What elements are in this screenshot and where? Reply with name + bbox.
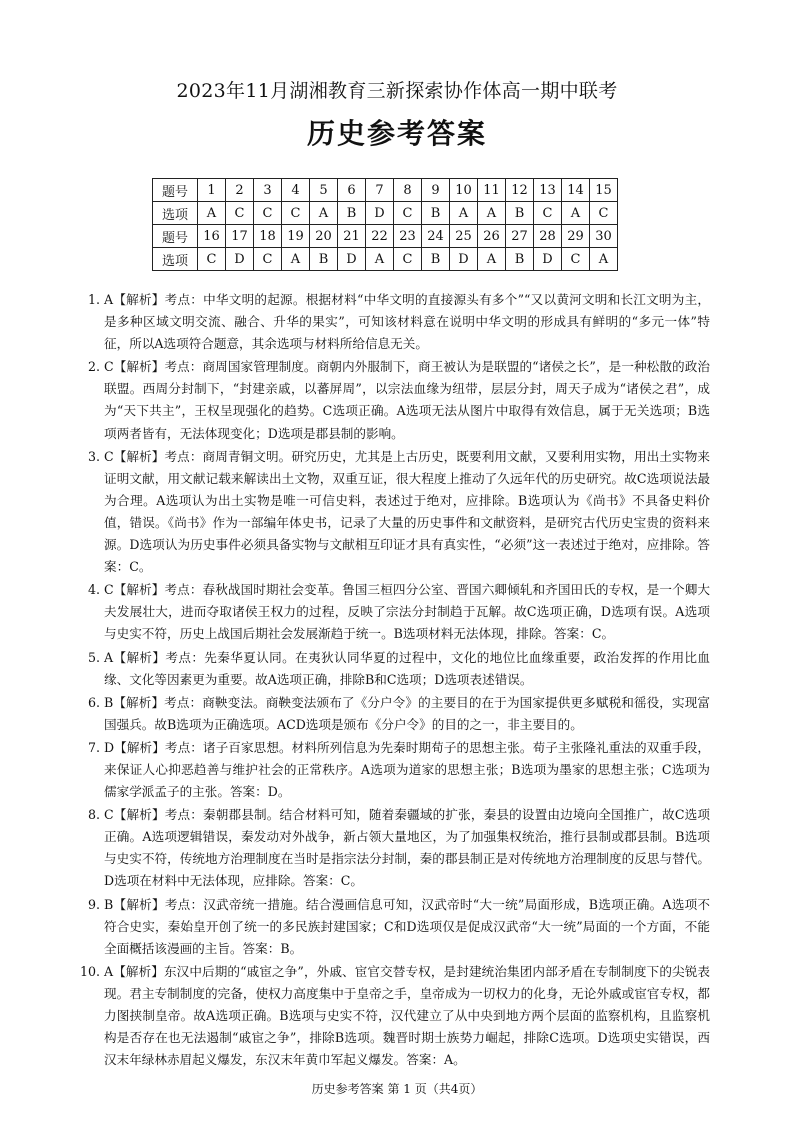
answer-table-cell: A <box>478 248 506 271</box>
answer-table-cell: 19 <box>282 225 310 248</box>
answer-table-cell: D <box>366 202 394 225</box>
answer-table-cell: 16 <box>198 225 226 248</box>
answer-table-cell: B <box>422 248 450 271</box>
explanation-number: 3. <box>87 448 100 464</box>
explanation-text: A【解析】东汉中后期的“戚宦之争”，外戚、宦官交替专权，是封建统治集团内部矛盾在专制制度下的尖锐表现。君主专制制度的完备，使权力高度集中于皇帝之手，皇帝成为一切权力的化身，无论外戚或宦官专权，都力图挟制皇帝。故A选项正确。B选项与史实不符，汉代建立了从中央到地方两个层面的监察机构，且监察机构是否存在也无法遏制“戚宦之争”，排除B选项。魏晋时期士族势力崛起，排除C选项。D选项史实错误，西汉末年绿林赤眉起义爆发，东汉末年黄巾军起义爆发。答案：A。 <box>104 963 710 1068</box>
answer-table-row <box>153 248 618 271</box>
answer-table-cell: C <box>562 248 590 271</box>
answer-table-cell: 3 <box>254 179 282 202</box>
answer-table-cell: A <box>478 202 506 225</box>
answer-table-cell: D <box>226 248 254 271</box>
explanation-text: B【解析】考点：汉武帝统一措施。结合漫画信息可知，汉武帝时“大一统”局面形成，B选项正确。A选项不符合史实，秦始皇开创了统一的多民族封建国家；C和D选项仅是促成汉武帝“大一统”局面的一个方面，不能全面概括该漫画的主旨。答案：B。 <box>104 896 710 956</box>
answer-table-cell: 22 <box>366 225 394 248</box>
answer-table-cell: 27 <box>506 225 534 248</box>
answer-table-cell: 6 <box>338 179 366 202</box>
explanation-number: 5. <box>87 649 100 665</box>
explanation-item <box>87 446 710 579</box>
answer-table-cell: A <box>366 248 394 271</box>
answer-table-cell: C <box>534 202 562 225</box>
explanation-text: C【解析】考点：秦朝郡县制。结合材料可知，随着秦疆域的扩张，秦县的设置由边境向全国推广，故C选项正确。A选项逻辑错误，秦发动对外战争，新占领大量地区，为了加强集权统治，推行县制或郡县制。B选项与史实不符，传统地方治理制度在当时是指宗法分封制，秦的郡县制正是对传统地方治理制度的反思与替代。D选项在材料中无法体现，应排除。答案：C。 <box>104 807 710 889</box>
answer-table-cell: 11 <box>478 179 506 202</box>
answer-table-cell: 21 <box>338 225 366 248</box>
explanation-number: 6. <box>87 694 100 710</box>
explanation-item <box>87 579 710 645</box>
answer-table-cell: 30 <box>590 225 618 248</box>
answer-table-cell: A <box>590 248 618 271</box>
answer-table-cell: A <box>310 202 338 225</box>
explanation-text: D【解析】考点：诸子百家思想。材料所列信息为先秦时期荀子的思想主张。荀子主张隆礼重法的双重手段，来保证人心抑恶趋善与维护社会的正常秩序。A选项为道家的思想主张；B选项为墨家的思想主张；C选项为儒家学派孟子的主张。答案：D。 <box>104 739 710 800</box>
answer-table-cell: C <box>254 202 282 225</box>
answer-table-cell: A <box>450 202 478 225</box>
answer-table-cell: 20 <box>310 225 338 248</box>
answer-table-cell: B <box>338 202 366 225</box>
answer-table-cell: B <box>506 202 534 225</box>
answer-table-cell: 7 <box>366 179 394 202</box>
answer-table-cell: B <box>506 248 534 271</box>
answer-table-row <box>153 225 618 248</box>
answer-table-cell: B <box>310 248 338 271</box>
explanation-number: 2. <box>87 359 100 375</box>
explanation-number: 10. <box>79 963 100 979</box>
exam-title: 2023年11月湖湘教育三新探索协作体高一期中联考 <box>176 80 618 102</box>
answer-table-cell: 15 <box>590 179 618 202</box>
answer-table-row-header: 题号 <box>153 179 198 202</box>
answer-table-cell: 12 <box>506 179 534 202</box>
answer-table-cell: B <box>422 202 450 225</box>
answer-table-row <box>153 202 618 225</box>
answer-table-cell: 10 <box>450 179 478 202</box>
explanation-text: B【解析】考点：商鞅变法。商鞅变法颁布了《分户令》的主要目的在于为国家提供更多赋税和徭役，实现富国强兵。故B选项为正确选项。ACD选项是颁布《分户令》的目的之一，非主要目的。 <box>104 694 710 732</box>
answer-table-cell: 25 <box>450 225 478 248</box>
answer-table-cell: C <box>282 202 310 225</box>
answer-table-cell: 14 <box>562 179 590 202</box>
answer-table-cell: 5 <box>310 179 338 202</box>
explanation-text: C【解析】考点：商周青铜文明。研究历史，尤其是上古历史，既要利用文献，又要利用实物，用出土实物来证明文献，用文献记载来解读出土文物，双重互证，很大程度上推动了久远年代的历史研究。故C选项说法最为合理。A选项认为出土实物是唯一可信史料，表述过于绝对，应排除。B选项认为《尚书》不具备史料价值，错误。《尚书》作为一部编年体史书，记录了大量的历史事件和文献资料，是研究古代历史宝贵的资料来源。D选项认为历史事件必须具备实物与文献相互印证才具有真实性，“必须”这一表述过于绝对，应排除。答案：C。 <box>104 448 710 575</box>
answer-table-cell: 1 <box>198 179 226 202</box>
answer-table-cell: A <box>282 248 310 271</box>
explanation-list <box>0 289 794 1072</box>
explanation-number: 8. <box>87 807 100 823</box>
answer-table-cell: 24 <box>422 225 450 248</box>
answer-table-cell: D <box>338 248 366 271</box>
answer-table-row-header: 选项 <box>153 248 198 271</box>
answer-table-cell: A <box>562 202 590 225</box>
explanation-item <box>87 356 710 444</box>
explanation-number: 7. <box>87 739 100 755</box>
answer-table-cell: D <box>450 248 478 271</box>
explanation-item <box>87 692 710 736</box>
explanation-number: 9. <box>87 896 100 912</box>
answer-table-cell: 18 <box>254 225 282 248</box>
explanation-item <box>87 894 710 960</box>
answer-table-cell: C <box>590 202 618 225</box>
explanation-item <box>87 804 710 892</box>
answer-table-cell: C <box>394 248 422 271</box>
answer-table-cell: A <box>198 202 226 225</box>
explanation-text: A【解析】考点：先秦华夏认同。在夷狄认同华夏的过程中，文化的地位比血缘重要，政治发挥的作用比血缘、文化等因素更为重要。故A选项正确，排除B和C选项；D选项表述错误。 <box>104 649 710 687</box>
explanation-item <box>87 647 710 691</box>
answer-table-cell: C <box>254 248 282 271</box>
answer-table-cell: C <box>198 248 226 271</box>
answer-table-cell: 23 <box>394 225 422 248</box>
answer-table-cell: 29 <box>562 225 590 248</box>
answer-table-cell: 26 <box>478 225 506 248</box>
explanation-number: 1. <box>87 292 100 307</box>
answer-table-row <box>153 179 618 202</box>
explanation-number: 4. <box>87 582 100 598</box>
answer-table-cell: C <box>226 202 254 225</box>
answer-table-cell: 17 <box>226 225 254 248</box>
answer-table-cell: 2 <box>226 179 254 202</box>
answer-table-cell: 4 <box>282 179 310 202</box>
explanation-text: C【解析】考点：春秋战国时期社会变革。鲁国三桓四分公室、晋国六卿倾轧和齐国田氏的专权，是一个卿大夫发展壮大，进而夺取诸侯王权力的过程，反映了宗法分封制趋于瓦解。故C选项正确，D选项有误。A选项与史实不符，历史上战国后期社会发展渐趋于统一。B选项材料无法体现，排除。答案：C。 <box>104 582 710 642</box>
answer-key-table <box>152 178 618 271</box>
answer-table-cell: 9 <box>422 179 450 202</box>
explanation-text: A【解析】考点：中华文明的起源。根据材料“中华文明的直接源头有多个”“又以黄河文明和长江文明为主，是多种区域文明交流、融合、升华的果实”，可知该材料意在说明中华文明的形成具有鲜明的“多元一体”特征，所以A选项符合题意，其余选项与材料所给信息无关。 <box>104 292 710 352</box>
explanation-text: C【解析】考点：商周国家管理制度。商朝内外服制下，商王被认为是联盟的“诸侯之长”，是一种松散的政治联盟。西周分封制下，“封建亲戚，以蕃屏周”，以宗法血缘为纽带，层层分封，周天子成为“诸侯之君”，成为“天下共主”，王权呈现强化的趋势。C选项正确。A选项无法从图片中取得有效信息，属于无关选项；B选项两者皆有，无法体现变化；D选项是郡县制的影响。 <box>104 359 710 441</box>
answer-table-cell: C <box>394 202 422 225</box>
answer-table-cell: 13 <box>534 179 562 202</box>
answer-table-row-header: 题号 <box>153 225 198 248</box>
explanation-item <box>87 737 710 803</box>
explanation-item <box>87 289 710 355</box>
document-title: 历史参考答案 <box>306 117 487 150</box>
answer-table-cell: D <box>534 248 562 271</box>
page-footer: 历史参考答案 第 1 页（共4页） <box>311 1082 483 1096</box>
answer-table-cell: 8 <box>394 179 422 202</box>
answer-table-row-header: 选项 <box>153 202 198 225</box>
answer-table-cell: 28 <box>534 225 562 248</box>
explanation-item <box>79 961 710 1071</box>
